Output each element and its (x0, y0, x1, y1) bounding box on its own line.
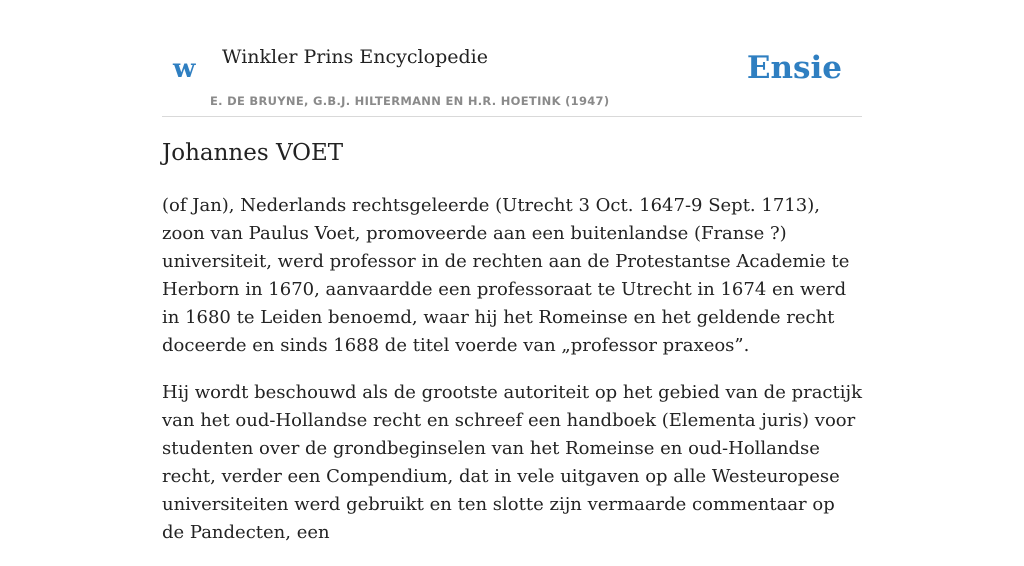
source-title[interactable]: Winkler Prins Encyclopedie (222, 46, 488, 68)
ensie-logo-link[interactable]: Ensie (746, 50, 842, 86)
article-paragraph: (of Jan), Nederlands rechtsgeleerde (Utrecht 3 Oct. 1647-9 Sept. 1713), zoon van Paulus Voet, promoveerde aan een buitenlandse (Franse ?) universiteit, werd professor in de rechten aan de Protestantse Academie te Herborn in 1670, aanvaardde een professoraat te Utrecht in 1674 en werd in 1680 te Leiden benoemd, waar hij het Romeinse en het geldende recht doceerde en sinds 1688 de titel voerde van „professor praxeos”. (162, 195, 850, 356)
article-paragraph: Hij wordt beschouwd als de grootste autoriteit op het gebied van de practijk van het oud-Hollandse recht en schreef een handboek (Elementa juris) voor studenten over de grondbeginselen van het Romeinse en oud-Hollandse recht, verder een Compendium, dat in vele uitgaven op alle Westeuropese universiteiten werd gebruikt en ten slotte zijn vermaarde commentaar op de Pandecten, een (162, 382, 862, 543)
article-body (162, 192, 862, 566)
source-authors: E. DE BRUYNE, G.B.J. HILTERMANN EN H.R. HOETINK (1947) (210, 94, 610, 108)
winkler-prins-logo-icon[interactable]: w (173, 54, 196, 84)
source-header (162, 36, 862, 117)
article-headword: Johannes VOET (162, 140, 344, 166)
